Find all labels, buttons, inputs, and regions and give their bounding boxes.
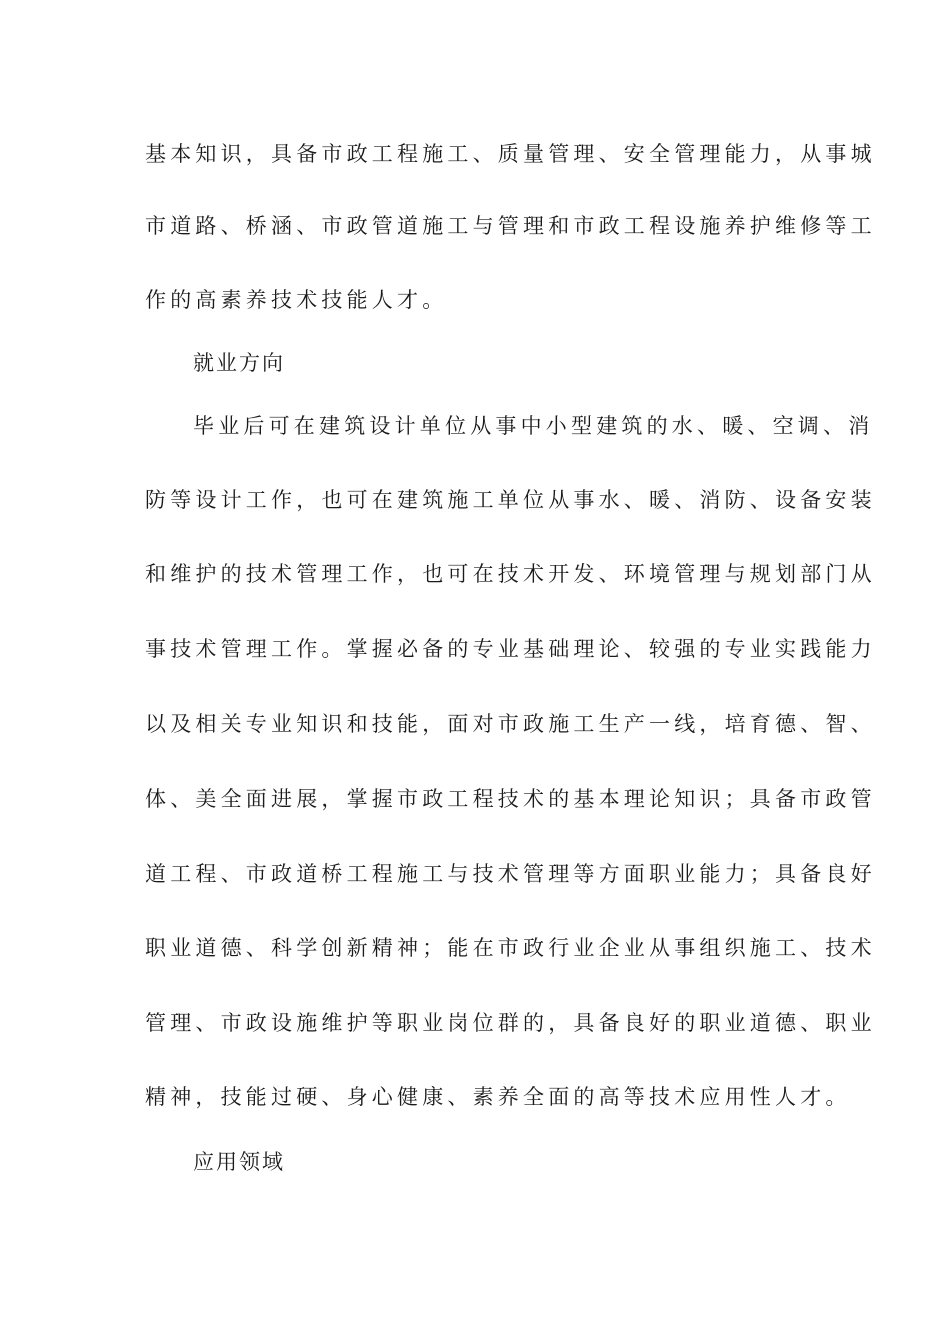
paragraph-line: 职业道德、科学创新精神；能在市政行业企业从事组织施工、技术 — [145, 936, 876, 960]
paragraph-line: 以及相关专业知识和技能，面对市政施工生产一线，培育德、智、 — [145, 712, 876, 736]
paragraph-line: 作的高素养技术技能人才。 — [145, 288, 448, 312]
paragraph-line: 管理、市政设施维护等职业岗位群的，具备良好的职业道德、职业 — [145, 1011, 876, 1035]
paragraph-line: 事技术管理工作。掌握必备的专业基础理论、较强的专业实践能力 — [145, 637, 876, 661]
paragraph-line: 道工程、市政道桥工程施工与技术管理等方面职业能力；具备良好 — [145, 862, 876, 886]
paragraph-line: 基本知识，具备市政工程施工、质量管理、安全管理能力，从事城 — [145, 142, 876, 166]
paragraph-line: 体、美全面进展，掌握市政工程技术的基本理论知识；具备市政管 — [145, 787, 876, 811]
paragraph-line: 市道路、桥涵、市政管道施工与管理和市政工程设施养护维修等工 — [145, 214, 876, 238]
paragraph-line: 防等设计工作，也可在建筑施工单位从事水、暖、消防、设备安装 — [145, 488, 876, 512]
paragraph-line: 和维护的技术管理工作，也可在技术开发、环境管理与规划部门从 — [145, 562, 876, 586]
paragraph-line: 精神，技能过硬、身心健康、素养全面的高等技术应用性人才。 — [145, 1085, 851, 1109]
paragraph-line: 毕业后可在建筑设计单位从事中小型建筑的水、暖、空调、消 — [193, 414, 874, 438]
section-heading-employment: 就业方向 — [193, 351, 285, 375]
section-heading-application: 应用领域 — [193, 1150, 285, 1174]
